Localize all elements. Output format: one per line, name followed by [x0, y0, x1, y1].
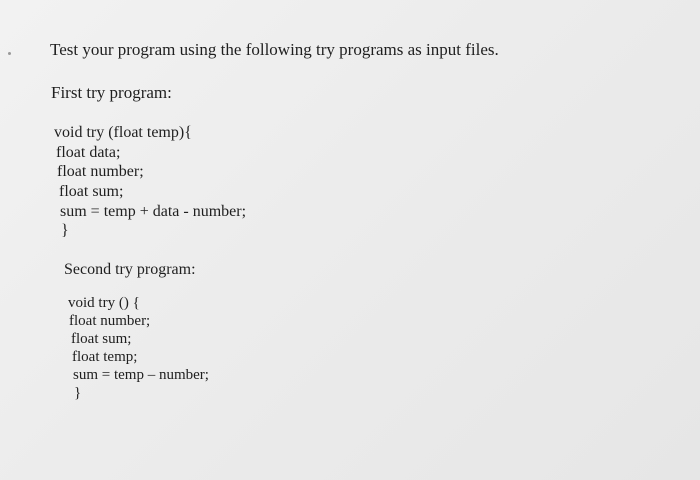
first-program-heading: First try program: — [51, 83, 172, 102]
second-code-line-4: float temp; — [72, 349, 138, 365]
second-code-line-6: } — [74, 385, 82, 401]
first-code-line-2: float data; — [56, 144, 121, 161]
intro-text: Test your program using the following try programs as input files. — [50, 40, 499, 59]
first-code-line-3: float number; — [57, 163, 144, 180]
second-program-heading: Second try program: — [64, 261, 196, 278]
first-code-line-4: float sum; — [59, 183, 124, 200]
first-code-line-1: void try (float temp){ — [54, 124, 192, 141]
second-code-line-5: sum = temp – number; — [73, 367, 209, 383]
first-code-line-5: sum = temp + data - number; — [60, 203, 247, 220]
second-code-line-3: float sum; — [71, 331, 132, 347]
second-code-line-1: void try () { — [68, 295, 140, 311]
second-code-line-2: float number; — [69, 313, 151, 329]
margin-dot — [8, 52, 11, 55]
first-code-line-6: } — [61, 222, 69, 239]
